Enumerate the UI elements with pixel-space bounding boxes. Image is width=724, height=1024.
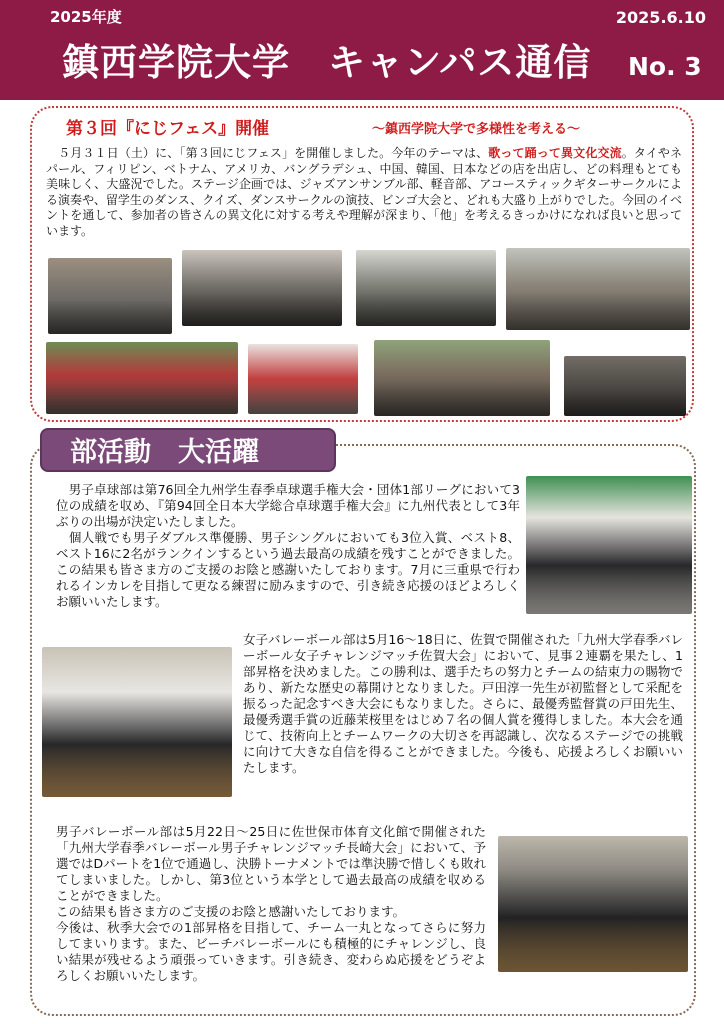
festival-photo-group — [506, 248, 690, 330]
clubs-heading: 部活動 大活躍 — [70, 437, 259, 468]
festival-body: ５月３１日（土）に、「第３回にじフェス」を開催しました。今年のテーマは、歌って踊って異文化交流。タイやネパール、フィリピン、ベトナム、アメリカ、バングラデシュ、中国、韓国、日本などの店を出店し、どの料理もとても美味しく、大盛況でした。ステージ企画では、ジャズアンサンブル部、軽音部、アコースティックギターサークルによる演奏や、留学生のダンス、クイズ、ダンスサークルの演技、ビンゴ大会と、どれも大盛り上がりでした。今回のイベントを通して、参加者の皆さんの異文化に対する考えや理解が深まり、「他」を考えるきっかけになれば良いと思っています。 — [46, 146, 683, 238]
womens-volleyball-body: 女子バレーボール部は5月16～18日に、佐賀で開催された「九州大学春季バレーボール女子チャレンジマッチ佐賀大会」において、見事２連覇を果たし、1部昇格を決めました。この勝利は、選手たちの努力とチームの結束力の賜物であり、新たな歴史の幕開けとなりました。戸田淳一先生が初監督として采配を振るった記念すべき大会にもなりました。さらに、最優秀監督賞の戸田先生、最優秀選手賞の近藤茉桜里をはじめ７名の個人賞を獲得しました。本大会を通じて、技術向上とチームワークの大切さを再認識し、次なるステージでの挑戦に向けて大きな自信を得ることができました。今後も、応援よろしくお願いいたします。 — [243, 632, 683, 775]
header-banner — [0, 0, 724, 100]
festival-photo-stalls — [46, 342, 238, 414]
issue-date: 2025.6.10 — [615, 8, 706, 27]
festival-photo-band — [182, 250, 342, 326]
festival-subheading: ～鎮西学院大学で多様性を考える～ — [372, 122, 581, 137]
table-tennis-photo — [526, 476, 692, 614]
issue-number: No. 3 — [628, 52, 702, 81]
festival-photo-stage — [356, 250, 496, 326]
mens-volleyball-photo — [498, 836, 688, 972]
newsletter-title: 鎮西学院大学 キャンパス通信 — [62, 41, 592, 84]
womens-volleyball-photo — [42, 647, 232, 797]
table-tennis-body: 男子卓球部は第76回全九州学生春季卓球選手権大会・団体1部リーグにおいて3位の成績を収め、『第94回全日本大学総合卓球選手権大会』に九州代表として3年ぶりの出場が決定いたしました。 個人戦でも男子ダブルス準優勝、男子シングルにおいても3位入賞、ベスト8、ベスト16に2名がランクインするという過去最高の成績を残すことができました。この結果も皆さま方のご支援のお陰と感謝いたしております。7月に三重県で行われるインカレを目指して更なる練習に励みますので、引き続き応援のほどよろしくお願いいたします。 — [56, 482, 520, 609]
festival-photo-crowd — [374, 340, 550, 416]
mens-volleyball-body: 男子バレーボール部は5月22日～25日に佐世保市体育文化館で開催された「九州大学春季バレーボール男子チャレンジマッチ長崎大会」において、予選ではDパートを1位で通過し、決勝トーナメントでは準決勝で惜しくも敗れてしまいました。しかし、第3位という本学として過去最高の成績を収めることができました。 この結果も皆さま方のご支援のお陰と感謝いたしております。 今後は、秋季大会での1部昇格を目指して、チーム一丸となってさらに努力してまいります。また、ビーチバレーボールにも積極的にチャレンジし、良い結果が残せるよう頑張っていきます。引き続き、変わらぬ応援をどうぞよろしくお願いいたします。 — [56, 824, 486, 983]
festival-photo-booth — [248, 344, 358, 414]
festival-photo-audience — [564, 356, 686, 416]
fiscal-year: 2025年度 — [50, 8, 122, 26]
festival-photo-dance-1 — [48, 258, 172, 334]
festival-theme: 歌って踊って異文化交流 — [488, 146, 622, 160]
festival-heading: 第３回『にじフェス』開催 — [66, 119, 270, 139]
